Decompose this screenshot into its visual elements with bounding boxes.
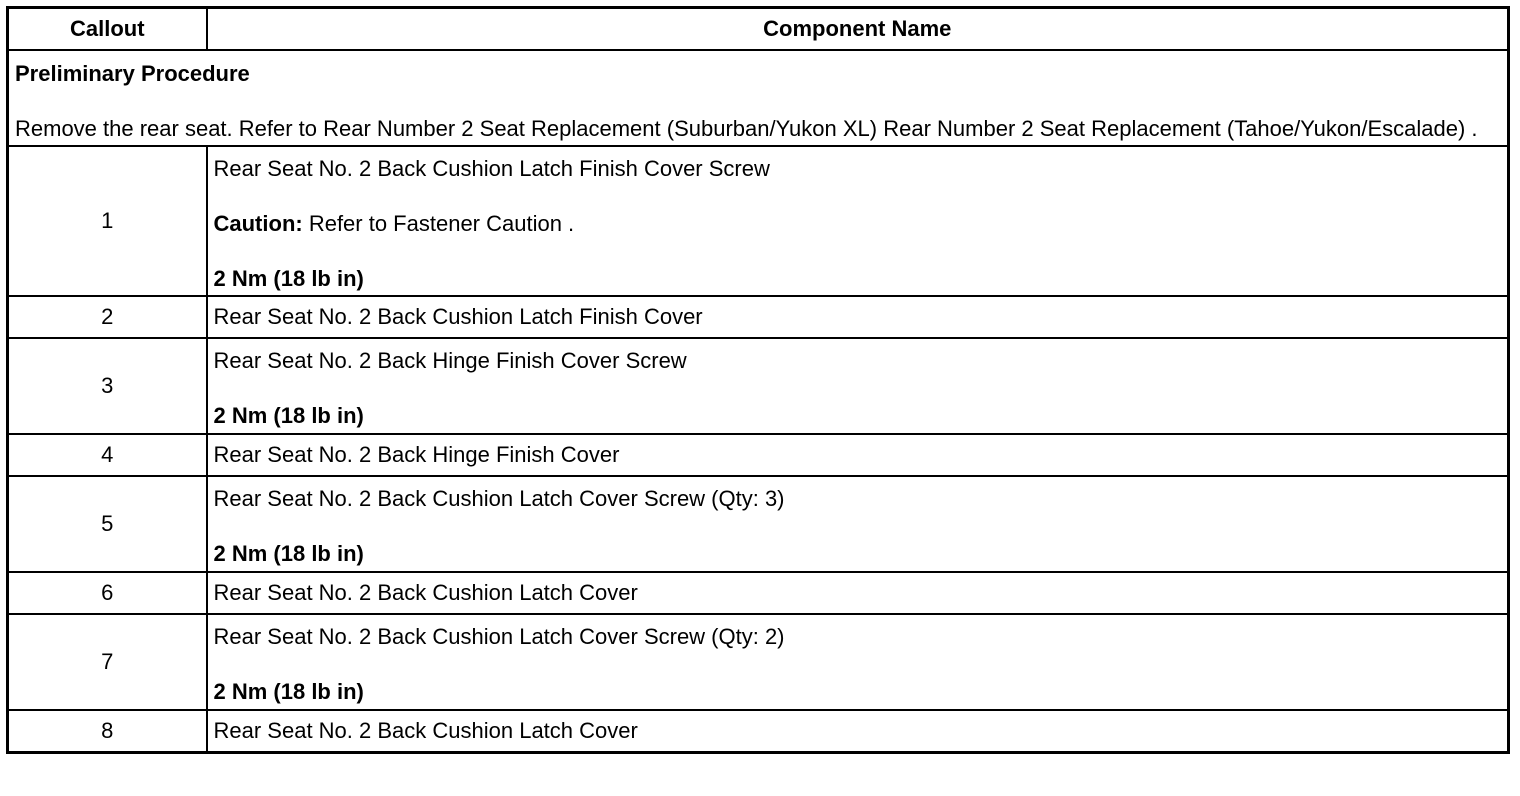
caution-text: Refer to Fastener Caution .	[302, 211, 575, 236]
caution-note	[214, 210, 1502, 237]
callout-number: 4	[8, 434, 207, 476]
component-name: Rear Seat No. 2 Back Hinge Finish Cover Screw	[213, 348, 687, 373]
table-header-row	[8, 8, 1509, 51]
table-row	[8, 710, 1509, 753]
component-name: Rear Seat No. 2 Back Cushion Latch Cover	[207, 710, 1509, 753]
callout-number: 7	[8, 614, 207, 710]
torque-spec: 2 Nm (18 lb in)	[213, 541, 364, 566]
component-name: Rear Seat No. 2 Back Hinge Finish Cover	[207, 434, 1509, 476]
component-name: Rear Seat No. 2 Back Cushion Latch Cover	[207, 572, 1509, 614]
component-cell	[207, 338, 1509, 434]
table-row	[8, 476, 1509, 572]
preliminary-procedure-title: Preliminary Procedure	[15, 61, 250, 86]
preliminary-procedure-text: Remove the rear seat. Refer to Rear Number 2 Seat Replacement (Suburban/Yukon XL) Rear Number 2 Seat Replacement (Tahoe/Yukon/Escalade) .	[15, 116, 1478, 141]
callout-table	[6, 6, 1510, 754]
callout-number: 6	[8, 572, 207, 614]
component-name: Rear Seat No. 2 Back Cushion Latch Cover Screw (Qty: 3)	[213, 486, 785, 511]
callout-number: 3	[8, 338, 207, 434]
component-name: Rear Seat No. 2 Back Cushion Latch Finish Cover	[207, 296, 1509, 338]
table-row	[8, 614, 1509, 710]
callout-number: 5	[8, 476, 207, 572]
preliminary-procedure	[8, 50, 1509, 146]
table-row	[8, 296, 1509, 338]
caution-label: Caution:	[213, 211, 303, 236]
table-row	[8, 338, 1509, 434]
component-name: Rear Seat No. 2 Back Cushion Latch Cover Screw (Qty: 2)	[213, 624, 785, 649]
torque-spec: 2 Nm (18 lb in)	[213, 266, 364, 291]
callout-column-header: Callout	[8, 8, 207, 51]
component-name: Rear Seat No. 2 Back Cushion Latch Finish Cover Screw	[213, 156, 770, 181]
torque-spec: 2 Nm (18 lb in)	[213, 403, 364, 428]
table-row	[8, 146, 1509, 296]
callout-number: 8	[8, 710, 207, 753]
component-cell	[207, 614, 1509, 710]
torque-spec: 2 Nm (18 lb in)	[213, 679, 364, 704]
component-name-column-header: Component Name	[207, 8, 1509, 51]
callout-number: 1	[8, 146, 207, 296]
table-row	[8, 434, 1509, 476]
preliminary-procedure-row	[8, 50, 1509, 146]
table-row	[8, 572, 1509, 614]
document	[6, 6, 1510, 754]
component-cell	[207, 476, 1509, 572]
callout-number: 2	[8, 296, 207, 338]
component-cell	[207, 146, 1509, 296]
